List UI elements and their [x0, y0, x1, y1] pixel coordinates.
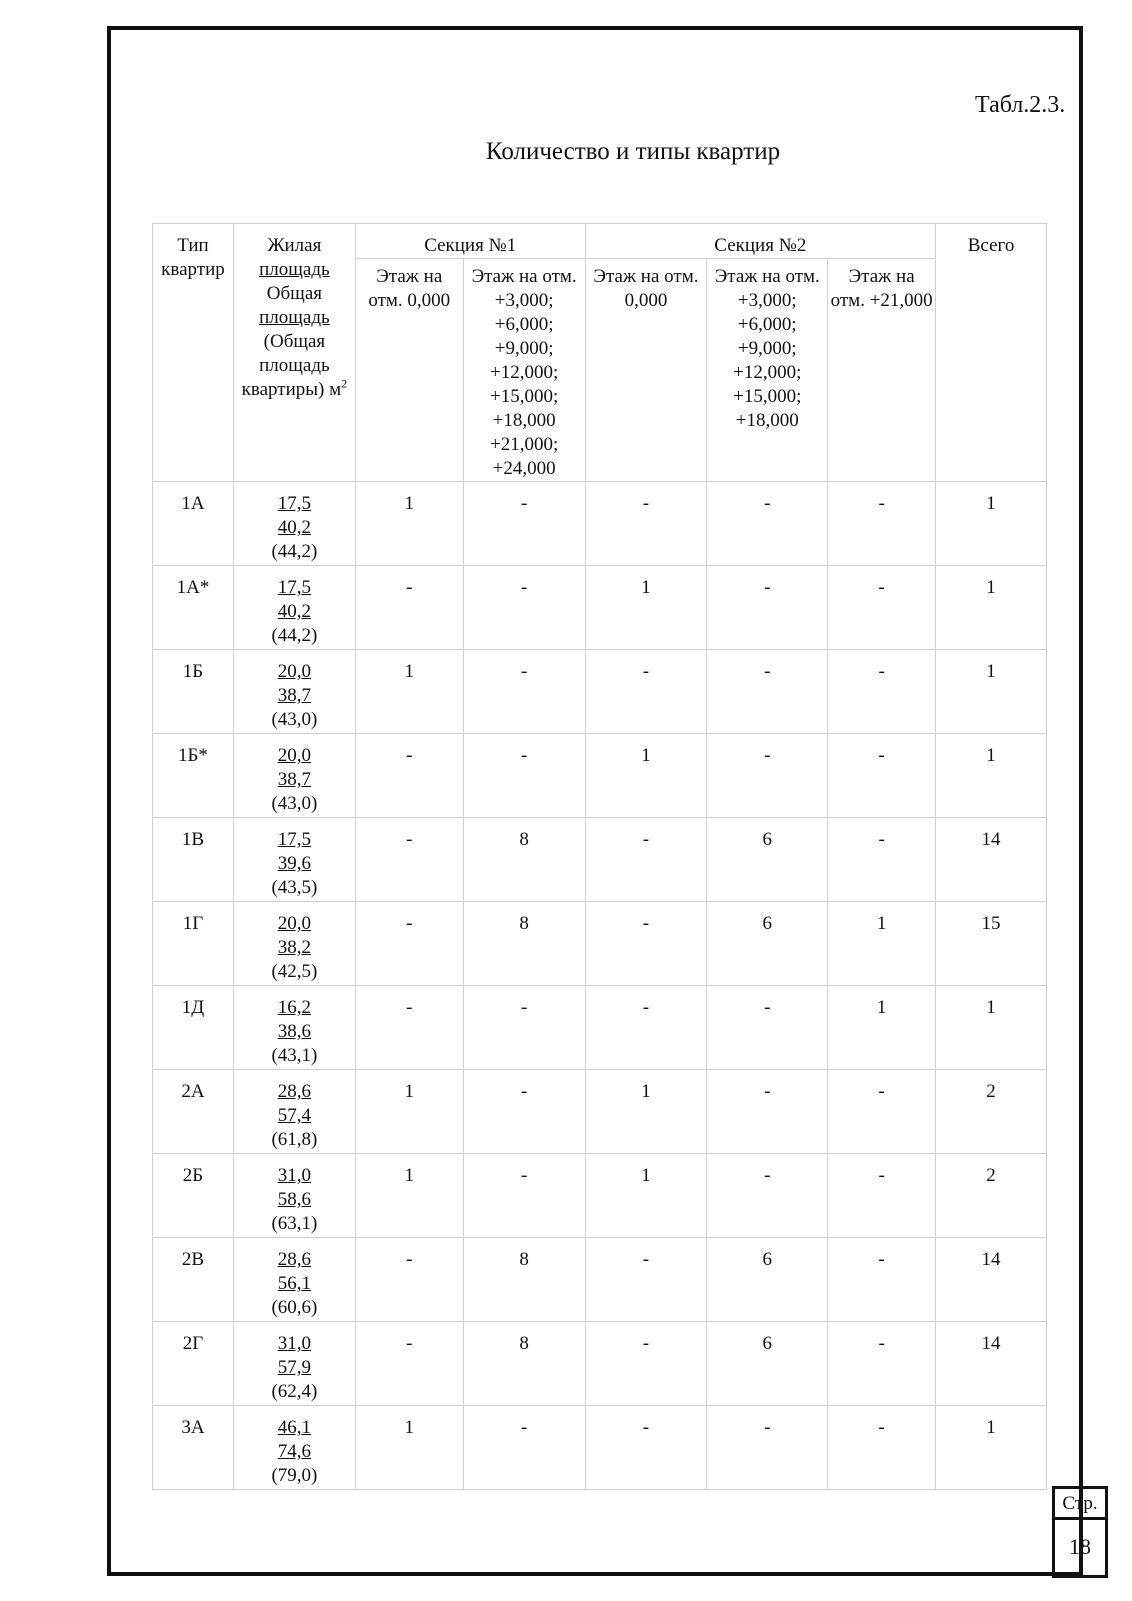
cell-area: [233, 1322, 355, 1406]
area-total: 38,7: [277, 685, 312, 706]
area-full: (61,8): [271, 1129, 318, 1150]
page-number-box: [1052, 1486, 1108, 1578]
cell-s2b: -: [707, 986, 828, 1070]
cell-type: 1А*: [153, 566, 234, 650]
header-s1-floor2: Этаж на отм. +3,000; +6,000; +9,000; +12,000; +15,000; +18,000 +21,000; +24,000: [463, 259, 585, 482]
cell-sum: 14: [936, 1322, 1047, 1406]
area-full: (79,0): [271, 1465, 318, 1486]
cell-s1a: 1: [355, 1070, 463, 1154]
cell-s1b: 8: [463, 1238, 585, 1322]
cell-sum: 14: [936, 818, 1047, 902]
cell-s2b: -: [707, 482, 828, 566]
table-row: [153, 1406, 1047, 1490]
table-row: [153, 902, 1047, 986]
cell-s1a: 1: [355, 1154, 463, 1238]
page-label: Стр.: [1052, 1486, 1108, 1520]
page-number: 18: [1052, 1520, 1108, 1578]
table-row: [153, 482, 1047, 566]
header-s2-floor3: Этаж на отм. +21,000: [828, 259, 936, 482]
cell-s2a: -: [585, 986, 707, 1070]
area-total: 56,1: [277, 1273, 312, 1294]
cell-s2b: 6: [707, 902, 828, 986]
cell-s2c: -: [828, 1406, 936, 1490]
cell-s1b: -: [463, 986, 585, 1070]
cell-s2c: -: [828, 1322, 936, 1406]
table-row: [153, 986, 1047, 1070]
area-full: (42,5): [271, 961, 318, 982]
area-full: (63,1): [271, 1213, 318, 1234]
cell-s1a: 1: [355, 1406, 463, 1490]
cell-s1a: -: [355, 818, 463, 902]
area-living: 16,2: [277, 997, 312, 1018]
cell-s2b: 6: [707, 818, 828, 902]
header-section1: Секция №1: [355, 224, 585, 259]
cell-sum: 1: [936, 734, 1047, 818]
cell-area: [233, 1406, 355, 1490]
table-row: [153, 818, 1047, 902]
header-s2-floor1: Этаж на отм. 0,000: [585, 259, 707, 482]
cell-s2c: -: [828, 650, 936, 734]
cell-s2c: -: [828, 1154, 936, 1238]
cell-type: 2Б: [153, 1154, 234, 1238]
cell-s2c: -: [828, 482, 936, 566]
area-full: (43,0): [271, 793, 318, 814]
area-living: 20,0: [277, 661, 312, 682]
cell-s2b: -: [707, 650, 828, 734]
cell-s2c: 1: [828, 986, 936, 1070]
cell-s2a: -: [585, 650, 707, 734]
cell-area: [233, 734, 355, 818]
header-area-line5: (Общая площадь квартиры) м: [241, 331, 342, 400]
cell-sum: 2: [936, 1070, 1047, 1154]
area-full: (60,6): [271, 1297, 318, 1318]
cell-sum: 15: [936, 902, 1047, 986]
cell-area: [233, 1238, 355, 1322]
cell-s2a: -: [585, 482, 707, 566]
header-area: [233, 224, 355, 482]
area-full: (43,0): [271, 709, 318, 730]
cell-sum: 2: [936, 1154, 1047, 1238]
cell-s2b: -: [707, 1154, 828, 1238]
cell-s2b: 6: [707, 1238, 828, 1322]
header-s1-floor1: Этаж на отм. 0,000: [355, 259, 463, 482]
table-row: [153, 734, 1047, 818]
area-total: 74,6: [277, 1441, 312, 1462]
cell-sum: 1: [936, 1406, 1047, 1490]
area-total: 38,2: [277, 937, 312, 958]
cell-type: 2А: [153, 1070, 234, 1154]
table-row: [153, 1154, 1047, 1238]
cell-s1b: 8: [463, 902, 585, 986]
cell-s2a: 1: [585, 734, 707, 818]
cell-type: 1Б: [153, 650, 234, 734]
area-full: (62,4): [271, 1381, 318, 1402]
area-full: (43,1): [271, 1045, 318, 1066]
cell-s1b: -: [463, 482, 585, 566]
area-living: 28,6: [277, 1249, 312, 1270]
cell-s2a: -: [585, 1238, 707, 1322]
header-area-line3: Общая: [266, 283, 322, 304]
area-living: 17,5: [277, 829, 312, 850]
table-row: [153, 566, 1047, 650]
area-total: 57,9: [277, 1357, 312, 1378]
table-row: [153, 650, 1047, 734]
cell-sum: 1: [936, 650, 1047, 734]
area-living: 31,0: [277, 1333, 312, 1354]
cell-type: 1Б*: [153, 734, 234, 818]
cell-sum: 1: [936, 482, 1047, 566]
cell-area: [233, 566, 355, 650]
cell-s2b: -: [707, 734, 828, 818]
area-total: 39,6: [277, 853, 312, 874]
table-row: [153, 1070, 1047, 1154]
area-total: 40,2: [277, 601, 312, 622]
header-area-line4: площадь: [259, 307, 330, 328]
cell-type: 1В: [153, 818, 234, 902]
cell-s1a: -: [355, 1238, 463, 1322]
header-area-line1: Жилая: [267, 235, 322, 256]
cell-s1b: -: [463, 1154, 585, 1238]
cell-s2b: -: [707, 1406, 828, 1490]
header-type: Тип квартир: [153, 224, 234, 482]
cell-type: 2Г: [153, 1322, 234, 1406]
cell-s2b: 6: [707, 1322, 828, 1406]
area-living: 17,5: [277, 577, 312, 598]
area-full: (43,5): [271, 877, 318, 898]
cell-sum: 14: [936, 1238, 1047, 1322]
cell-sum: 1: [936, 986, 1047, 1070]
header-total: Всего: [936, 224, 1047, 482]
document-title: Количество и типы квартир: [485, 138, 781, 165]
cell-s2a: -: [585, 818, 707, 902]
cell-s1b: -: [463, 650, 585, 734]
cell-s2c: -: [828, 1238, 936, 1322]
cell-s2a: -: [585, 1322, 707, 1406]
area-full: (44,2): [271, 625, 318, 646]
cell-s2b: -: [707, 566, 828, 650]
cell-s2c: -: [828, 818, 936, 902]
table-row: [153, 1238, 1047, 1322]
area-total: 38,7: [277, 769, 312, 790]
area-total: 58,6: [277, 1189, 312, 1210]
cell-s2a: 1: [585, 1154, 707, 1238]
cell-area: [233, 482, 355, 566]
cell-area: [233, 986, 355, 1070]
apartments-table: [152, 223, 1047, 1490]
cell-s1a: -: [355, 1322, 463, 1406]
table-reference: Табл.2.3.: [975, 92, 1066, 118]
table-row: [153, 1322, 1047, 1406]
cell-s2a: 1: [585, 1070, 707, 1154]
cell-area: [233, 902, 355, 986]
cell-s2c: 1: [828, 902, 936, 986]
cell-s1a: -: [355, 986, 463, 1070]
cell-type: 2В: [153, 1238, 234, 1322]
cell-s1b: 8: [463, 818, 585, 902]
area-living: 46,1: [277, 1417, 312, 1438]
cell-s1a: 1: [355, 482, 463, 566]
cell-s2c: -: [828, 1070, 936, 1154]
cell-s1a: -: [355, 902, 463, 986]
cell-s1b: -: [463, 1406, 585, 1490]
header-area-line2: площадь: [259, 259, 330, 280]
area-full: (44,2): [271, 541, 318, 562]
area-living: 20,0: [277, 745, 312, 766]
area-total: 40,2: [277, 517, 312, 538]
cell-s1b: -: [463, 1070, 585, 1154]
header-section2: Секция №2: [585, 224, 936, 259]
header-s2-floor2: Этаж на отм. +3,000; +6,000; +9,000; +12,000; +15,000; +18,000: [707, 259, 828, 482]
cell-area: [233, 1070, 355, 1154]
area-total: 38,6: [277, 1021, 312, 1042]
cell-type: 1Г: [153, 902, 234, 986]
cell-s1b: -: [463, 734, 585, 818]
cell-area: [233, 650, 355, 734]
area-total: 57,4: [277, 1105, 312, 1126]
cell-s1b: 8: [463, 1322, 585, 1406]
cell-area: [233, 1154, 355, 1238]
cell-s2b: -: [707, 1070, 828, 1154]
header-area-sup: 2: [341, 376, 348, 391]
area-living: 20,0: [277, 913, 312, 934]
cell-s1a: 1: [355, 650, 463, 734]
cell-type: 3А: [153, 1406, 234, 1490]
cell-type: 1А: [153, 482, 234, 566]
area-living: 28,6: [277, 1081, 312, 1102]
cell-sum: 1: [936, 566, 1047, 650]
table-body: [153, 482, 1047, 1490]
cell-s1b: -: [463, 566, 585, 650]
area-living: 17,5: [277, 493, 312, 514]
cell-s2c: -: [828, 734, 936, 818]
cell-s1a: -: [355, 734, 463, 818]
cell-s1a: -: [355, 566, 463, 650]
cell-s2a: -: [585, 902, 707, 986]
cell-s2c: -: [828, 566, 936, 650]
area-living: 31,0: [277, 1165, 312, 1186]
cell-s2a: -: [585, 1406, 707, 1490]
cell-area: [233, 818, 355, 902]
cell-s2a: 1: [585, 566, 707, 650]
table-header-row: [153, 224, 1047, 259]
cell-type: 1Д: [153, 986, 234, 1070]
